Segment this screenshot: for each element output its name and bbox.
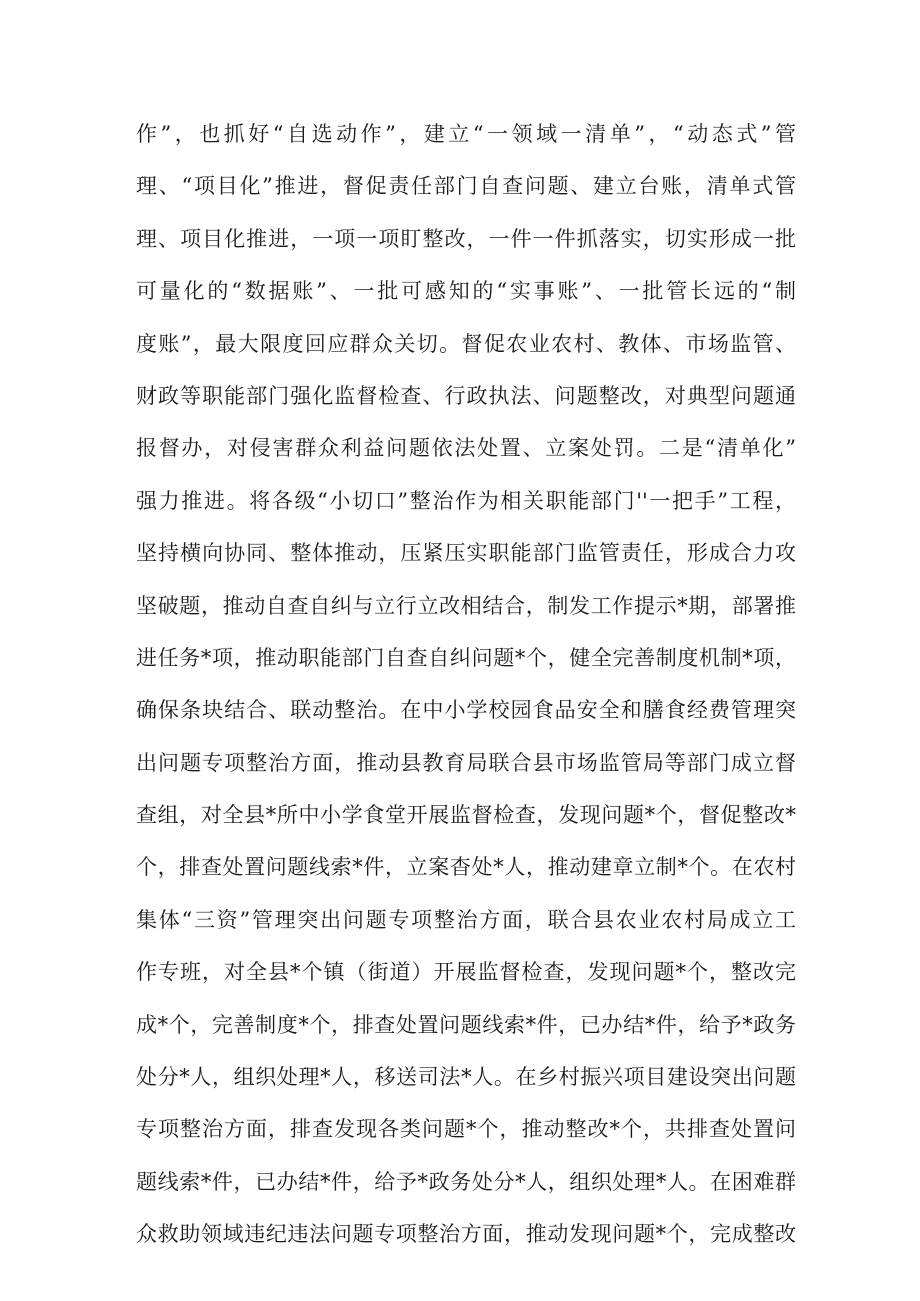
text-line: 可量化的“数据账”、一批可感知的“实事账”、一批管长远的“制 bbox=[136, 279, 796, 304]
text-line: 出问题专项整治方面，推动县教育局联合县市场监管局等部门成立督 bbox=[136, 750, 796, 775]
text-line: 强力推进。将各级“小切口”整治作为相关职能部门''一把手”工程， bbox=[136, 488, 796, 513]
text-line: 个，排查处置问题线索*件，立案杳处*人，推动建章立制*个。在农村 bbox=[136, 855, 796, 880]
text-line: 查组，对全县*所中小学食堂开展监督检查，发现问题*个，督促整改* bbox=[136, 803, 796, 828]
text-line: 作专班，对全县*个镇（街道）开展监督检查，发现问题*个，整改完 bbox=[136, 960, 796, 985]
text-line: 财政等职能部门强化监督检查、行政执法、问题整改，对典型问题通 bbox=[136, 383, 796, 408]
text-line: 理、项目化推进，一项一项盯整改，一件一件抓落实，切实形成一批 bbox=[136, 226, 796, 251]
text-line: 处分*人，组织处理*人，移送司法*人。在乡村振兴项目建设突出问题 bbox=[136, 1065, 796, 1090]
text-line: 专项整治方面，排查发现各类问题*个，推动整改*个，共排查处置问 bbox=[136, 1117, 796, 1142]
text-line: 度账”，最大限度回应群众关切。督促农业农村、教体、市场监管、 bbox=[136, 331, 796, 356]
text-line: 众救助领域违纪违法问题专项整治方面，推动发现问题*个，完成整改 bbox=[136, 1222, 796, 1247]
text-line: 进任务*项，推动职能部门自查自纠问题*个，健全完善制度机制*项， bbox=[136, 645, 796, 670]
text-line: 作”，也抓好“自选动作”，建立“一领域一清单”，“动态式”管 bbox=[136, 122, 796, 146]
text-line: 成*个，完善制度*个，排查处置问题线索*件，已办结*件，给予*政务 bbox=[136, 1012, 796, 1037]
text-line: 理、“项目化”推进，督促责任部门自查问题、建立台账，清单式管 bbox=[136, 174, 796, 199]
text-line: 坚破题，推动自查自纠与立行立改相结合，制发工作提示*期，部署推 bbox=[136, 593, 796, 618]
text-line: 报督办，对侵害群众利益问题依法处置、立案处罚。二是“清单化” bbox=[136, 436, 796, 461]
body-paragraph bbox=[136, 108, 796, 1261]
text-line: 题线索*件，已办结*件，给予*政务处分*人，组织处理*人。在困难群 bbox=[136, 1169, 796, 1194]
text-line: 集体“三资”管理突出问题专项整治方面，联合县农业农村局成立工 bbox=[136, 907, 796, 932]
text-line: 坚持横向协同、整体推动，压紧压实职能部门监管责任，形成合力攻 bbox=[136, 541, 796, 566]
text-line: 确保条块结合、联动整治。在中小学校园食品安全和膳食经费管理突 bbox=[136, 698, 796, 723]
